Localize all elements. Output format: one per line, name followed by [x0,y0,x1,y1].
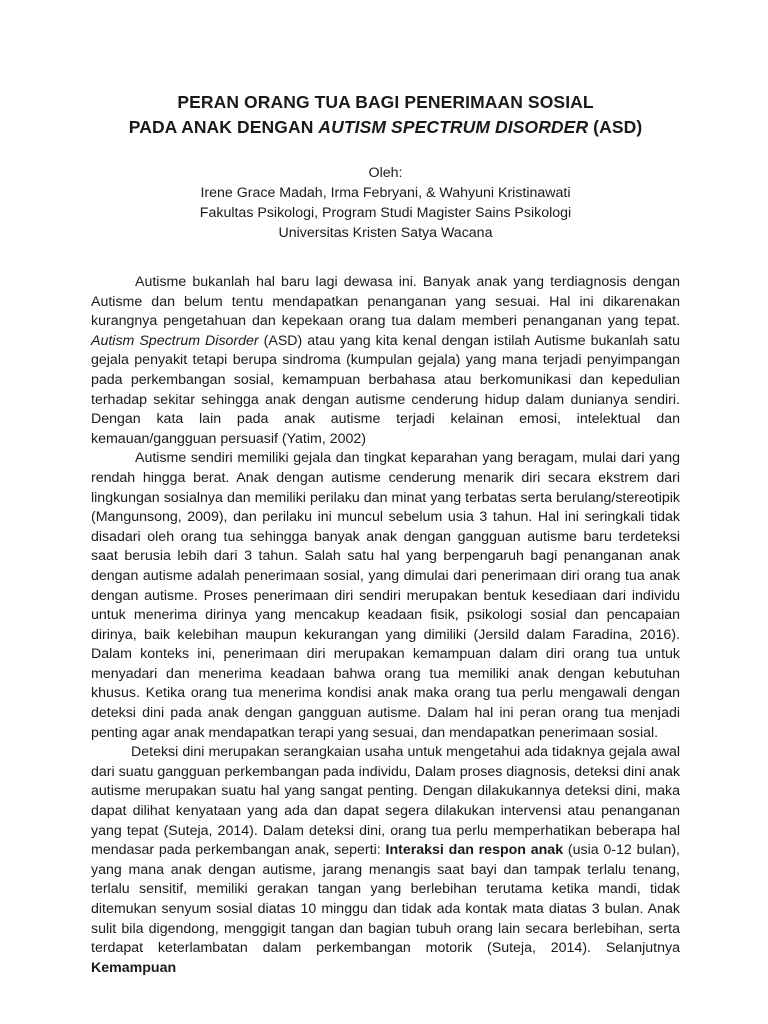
paragraph-1 [91,273,680,449]
paragraph-3 [91,743,680,978]
paragraph-1-italic: Autism Spectrum Disorder [91,332,259,349]
title-line-1: PERAN ORANG TUA BAGI PENERIMAAN SOSIAL [177,92,594,112]
document-body [91,273,680,978]
byline-oleh: Oleh: [368,165,403,181]
byline-authors: Irene Grace Madah, Irma Febryani, & Wahyuni Kristinawati [200,185,571,201]
byline-faculty: Fakultas Psikologi, Program Studi Magister Sains Psikologi [199,205,572,221]
title-line-2-suffix: (ASD) [588,117,643,137]
paragraph-3-bold-1: Interaksi dan respon anak [385,842,564,859]
paragraph-3-bold-2: Kemampuan [91,959,177,976]
title-line-2-italic: AUTISM SPECTRUM DISORDER [318,117,589,137]
paragraph-1-text-a: Autisme bukanlah hal baru lagi dewasa ini. Banyak anak yang terdiagnosis dengan Autisme dan belum tentu mendapatkan penanganan yang sesuai. Hal ini dikarenakan kurangnya pengetahuan dan kepekaan orang tua dalam memberi penanganan yang tepat. [91,274,680,330]
title-line-2-prefix: PADA ANAK DENGAN [128,117,319,137]
paragraph-3-text-a: Deteksi dini merupakan serangkaian usaha untuk mengetahui ada tidaknya gejala awal dari suatu gangguan perkembangan pada individu, Dalam proses diagnosis, deteksi dini anak autisme merupakan suatu hal yang sangat penting. Dengan dilakukannya deteksi dini, maka dapat dilihat kenyataan yang ada dan dapat segera dilakukan intervensi atau penanganan yang tepat (Suteja, 2014). Dalam deteksi dini, orang tua perlu memperhatikan beberapa hal mendasar pada perkembangan anak, seperti: [91,744,680,859]
document-title [91,90,680,140]
byline [91,163,680,243]
paragraph-1-text-b: (ASD) atau yang kita kenal dengan istilah Autisme bukanlah satu gejala penyakit tetapi berupa sindroma (kumpulan gejala) yang mana terjadi penyimpangan pada perkembangan sosial, kemampuan berbahasa atau berkomunikasi dan kepedulian terhadap sekitar sehingga anak dengan autisme cenderung hidup dalam dunianya sendiri. Dengan kata lain pada anak autisme terjadi kelainan emosi, intelektual dan kemauan/gangguan persuasif (Yatim, 2002) [91,332,680,447]
document-page [91,90,680,978]
byline-university: Universitas Kristen Satya Wacana [278,225,493,241]
paragraph-3-text-b: (usia 0-12 bulan), yang mana anak dengan autisme, jarang menangis saat bayi dan tampak terlalu tenang, terlalu sensitif, memiliki gerakan tangan yang berlebihan terutama ketika mandi, tidak ditemukan senyum sosial diatas 10 minggu dan tidak ada kontak mata diatas 3 bulan. Anak sulit bila digendong, menggigit tangan dan bagian tubuh orang lain secara berlebihan, serta terdapat keterlambatan dalam perkembangan motorik (Suteja, 2014). Selanjutnya [91,842,680,957]
paragraph-2: Autisme sendiri memiliki gejala dan tingkat keparahan yang beragam, mulai dari yang rendah hingga berat. Anak dengan autisme cenderung menarik diri secara ekstrem dari lingkungan sosialnya dan memiliki perilaku dan minat yang terbatas serta berulang/stereotipik (Mangunsong, 2009), dan perilaku ini muncul sebelum usia 3 tahun. Hal ini seringkali tidak disadari oleh orang tua sehingga banyak anak dengan gangguan autisme baru terdeteksi saat berusia lebih dari 3 tahun. Salah satu hal yang berpengaruh bagi penanganan anak dengan autisme adalah penerimaan sosial, yang dimulai dari penerimaan diri orang tua anak dengan autisme. Proses penerimaan diri sendiri merupakan bentuk kesediaan dari individu untuk menerima dirinya yang mencakup keadaan fisik, psikologi sosial dan pencapaian dirinya, baik kelebihan maupun kekurangan yang dimiliki (Jersild dalam Faradina, 2016). Dalam konteks ini, penerimaan diri merupakan kemampuan dalam diri orang tua untuk menyadari dan menerima keadaan bahwa orang tua memiliki anak dengan kebutuhan khusus. Ketika orang tua menerima kondisi anak maka orang tua perlu mengawali dengan deteksi dini pada anak dengan gangguan autisme. Dalam hal ini peran orang tua menjadi penting agar anak mendapatkan terapi yang sesuai, dan mendapatkan penerimaan sosial. [91,450,680,741]
